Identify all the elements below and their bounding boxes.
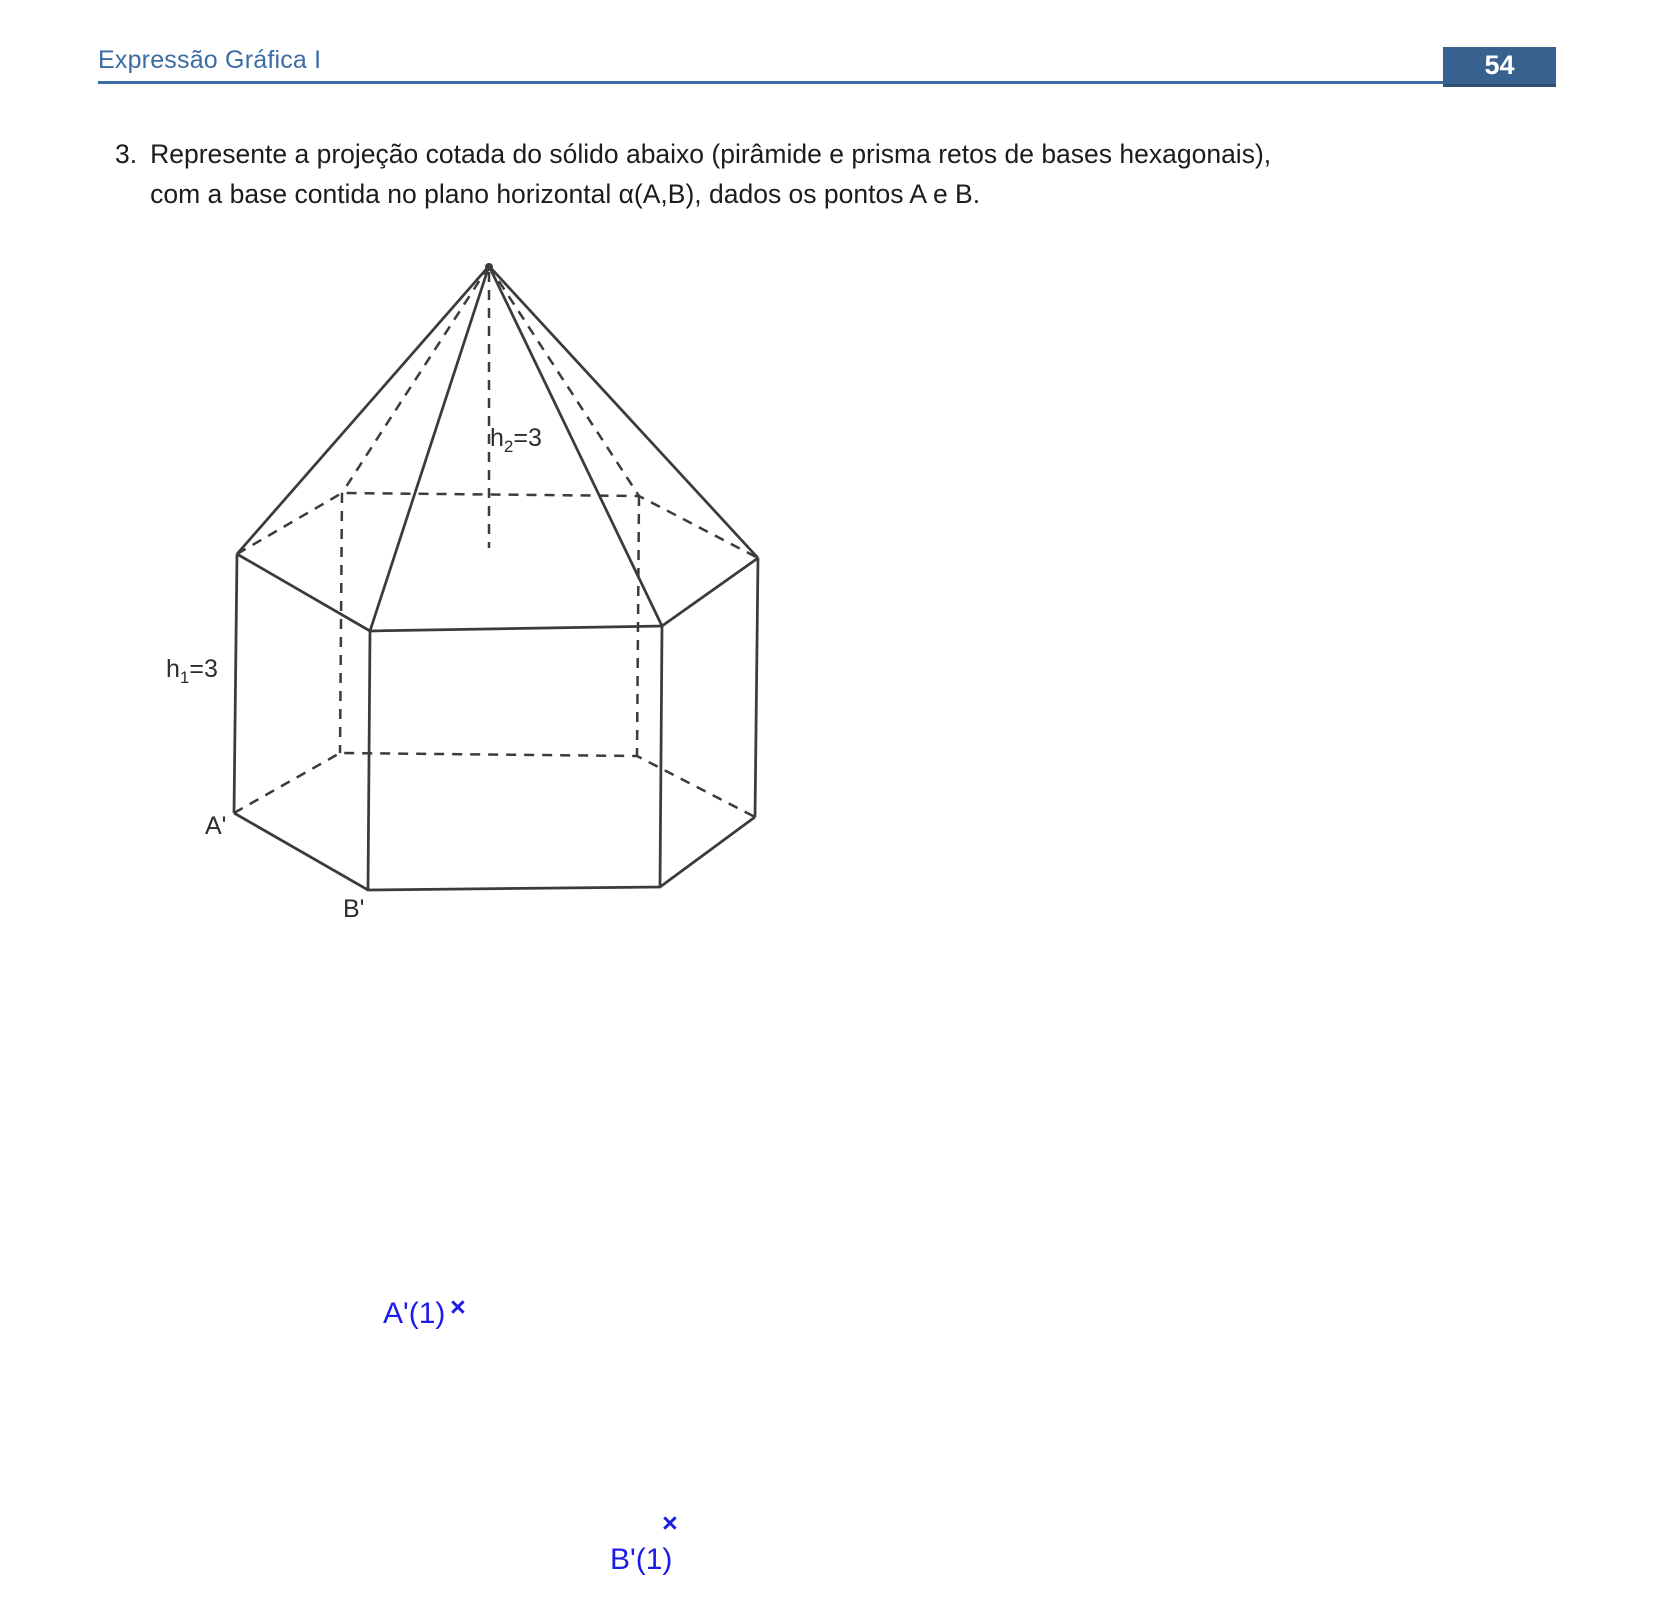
prism-hidden-edge-back-left xyxy=(340,493,342,753)
point-a-cross-marker: × xyxy=(450,1292,466,1322)
prism-edge-front-right xyxy=(660,626,662,887)
prism-edge-left xyxy=(234,554,237,813)
pyramid-edge-far-left xyxy=(237,266,489,554)
hidden-edges xyxy=(234,266,758,817)
label-subscript: 2 xyxy=(503,437,514,456)
label-base: h xyxy=(490,424,504,452)
problem-text-line1: Represente a projeção cotada do sólido abaixo (pirâmide e prisma retos de bases hexagonais), xyxy=(150,139,1272,169)
pyramid-edge-far-right xyxy=(489,266,758,558)
vertex-a-label: A' xyxy=(205,812,227,840)
bottom-hexagon-front-edges xyxy=(234,813,755,890)
problem-number: 3. xyxy=(115,139,138,169)
point-b-projection-label: B'(1) xyxy=(610,1543,673,1576)
prism-height-label xyxy=(166,655,218,688)
top-hexagon-back-edges xyxy=(237,493,758,558)
problem-text-line2: com a base contida no plano horizontal α(A,B), dados os pontos A e B. xyxy=(150,179,981,209)
label-value: =3 xyxy=(513,424,542,452)
pyramid-hidden-edge-left xyxy=(342,266,489,493)
visible-edges xyxy=(234,266,758,890)
prism-edge-front-left xyxy=(368,631,370,890)
label-base: h xyxy=(166,655,180,683)
label-value: =3 xyxy=(189,655,218,683)
point-b-cross-marker: × xyxy=(662,1508,678,1538)
vertex-b-label: B' xyxy=(343,895,365,923)
bottom-hexagon-back-edges xyxy=(234,753,755,817)
pyramid-hidden-edge-right xyxy=(489,266,639,496)
label-subscript: 1 xyxy=(179,668,190,687)
point-a-projection-label: A'(1) xyxy=(383,1297,446,1330)
top-hexagon-front-edges xyxy=(237,554,758,631)
pyramid-apex xyxy=(485,263,493,271)
page-number: 54 xyxy=(1484,50,1515,80)
pyramid-height-label xyxy=(490,424,542,457)
prism-edge-right xyxy=(755,558,758,817)
pyramid-edge-front-left xyxy=(370,266,489,631)
course-title: Expressão Gráfica I xyxy=(98,46,322,74)
